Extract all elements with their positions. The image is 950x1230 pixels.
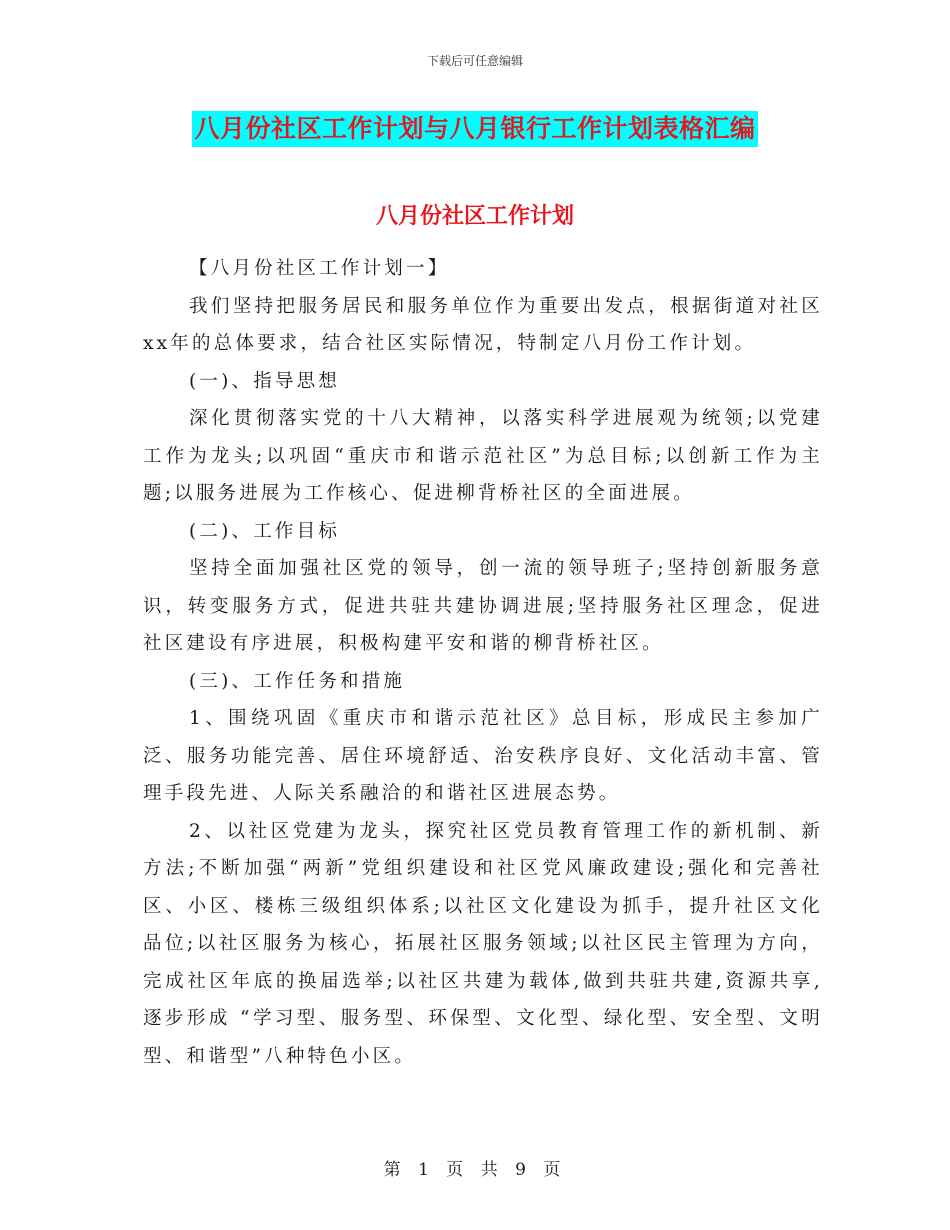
document-body bbox=[143, 250, 823, 1075]
paragraph: 2、以社区党建为龙头，探究社区党员教育管理工作的新机制、新方法;不断加强“两新”党组织建设和社区党风廉政建设;强化和完善社区、小区、楼栋三级组织体系;以社区文化建设为抓手，提升社区文化品位;以社区服务为核心，拓展社区服务领域;以社区民主管理为方向，完成社区年底的换届选举;以社区共建为载体,做到共驻共建,资源共享,逐步形成 “学习型、服务型、环保型、文化型、绿化型、安全型、文明型、和谐型”八种特色小区。 bbox=[143, 820, 823, 1067]
header-note: 下载后可任意编辑 bbox=[426, 54, 523, 68]
paragraph: 我们坚持把服务居民和服务单位作为重要出发点，根据街道对社区xx年的总体要求，结合社区实际情况，特制定八月份工作计划。 bbox=[143, 295, 823, 354]
paragraph-heading: (二)、工作目标 bbox=[189, 520, 341, 542]
paragraph: 深化贯彻落实党的十八大精神，以落实科学进展观为统领;以党建工作为龙头;以巩固“重庆市和谐示范社区”为总目标;以创新工作为主题;以服务进展为工作核心、促进柳背桥社区的全面进展。 bbox=[143, 408, 823, 504]
paragraph-heading: 【八月份社区工作计划一】 bbox=[189, 258, 450, 279]
paragraph: 坚持全面加强社区党的领导，创一流的领导班子;坚持创新服务意识，转变服务方式，促进共驻共建协调进展;坚持服务社区理念，促进社区建设有序进展，积极构建平安和谐的柳背桥社区。 bbox=[143, 558, 823, 654]
document-title-container bbox=[0, 111, 950, 147]
section-title: 八月份社区工作计划 bbox=[375, 204, 574, 229]
paragraph-heading: (三)、工作任务和措施 bbox=[189, 670, 406, 692]
paragraph-heading: (一)、指导思想 bbox=[189, 370, 341, 392]
page-number: 第 1 页 共 9 页 bbox=[383, 1160, 567, 1180]
document-title: 八月份社区工作计划与八月银行工作计划表格汇编 bbox=[192, 111, 757, 147]
paragraph: 1、围绕巩固《重庆市和谐示范社区》总目标，形成民主参加广泛、服务功能完善、居住环境舒适、治安秩序良好、文化活动丰富、管理手段先进、人际关系融洽的和谐社区进展态势。 bbox=[143, 708, 823, 804]
